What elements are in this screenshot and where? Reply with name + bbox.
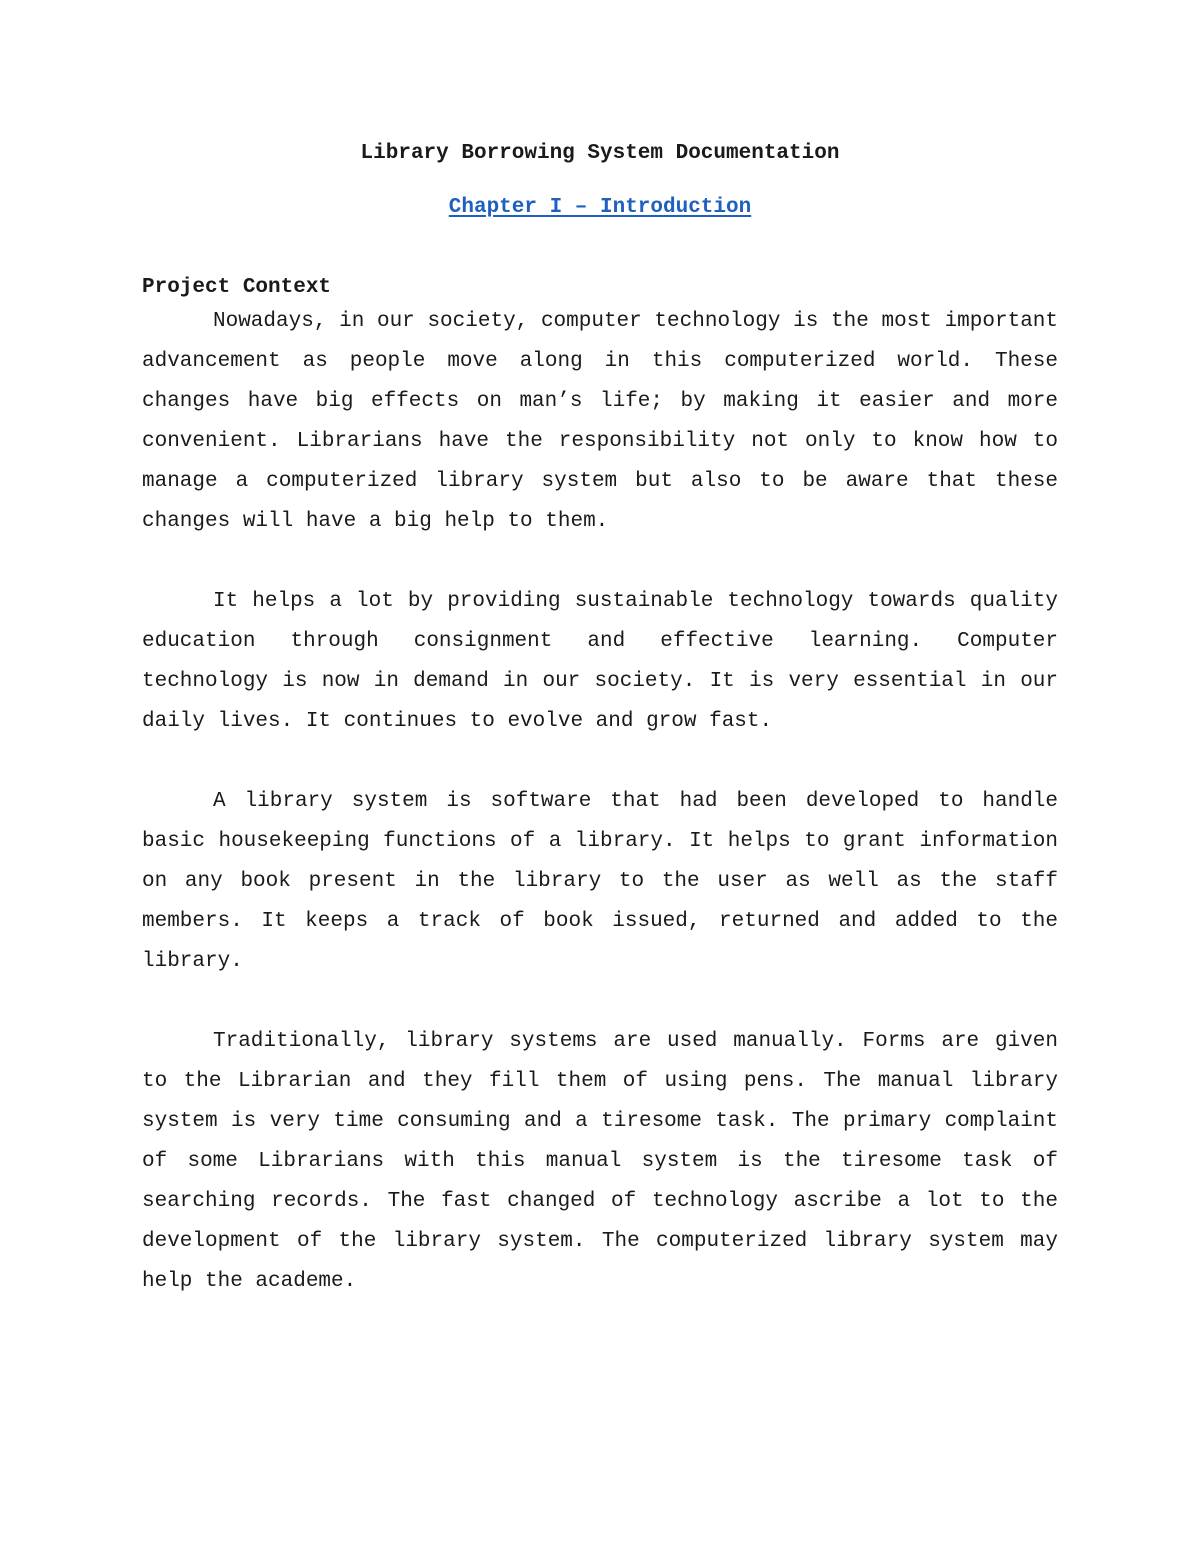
paragraph: It helps a lot by providing sustainable technology towards quality education through consignment and effective learning. Computer technology is now in demand in our society. It is very essential in our daily lives. It continues to evolve and grow fast. [142, 590, 1058, 733]
paragraph: Traditionally, library systems are used manually. Forms are given to the Librarian and they fill them of using pens. The manual library system is very time consuming and a tiresome task. The primary complaint of some Librarians with this manual system is the tiresome task of searching records. The fast changed of technology ascribe a lot to the development of the library system. The computerized library system may help the academe. [142, 1030, 1058, 1293]
paragraph: A library system is software that had been developed to handle basic housekeeping functions of a library. It helps to grant information on any book present in the library to the user as well as the staff members. It keeps a track of book issued, returned and added to the library. [142, 790, 1058, 973]
document-title: Library Borrowing System Documentation [360, 142, 840, 165]
section-heading: Project Context [142, 276, 332, 299]
chapter-link[interactable]: Chapter I – Introduction [448, 196, 752, 219]
paragraph: Nowadays, in our society, computer technology is the most important advancement as people move along in this computerized world. These changes have big effects on man’s life; by making it easier and more convenient. Librarians have the responsibility not only to know how to manage a computerized library system but also to be aware that these changes will have a big help to them. [142, 310, 1058, 533]
document-page [142, 140, 1058, 1302]
